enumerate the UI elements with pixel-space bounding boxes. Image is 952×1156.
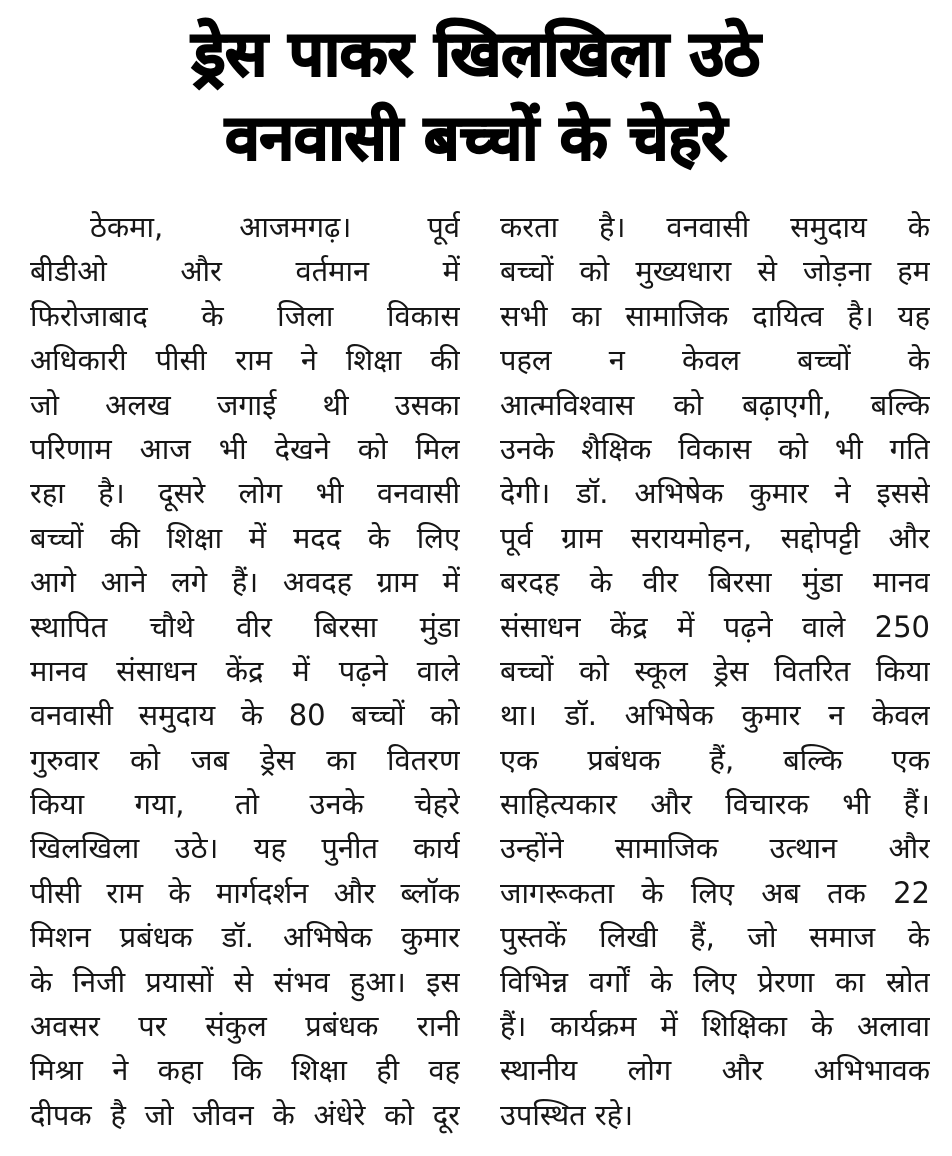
article-line: खिलखिला उठे। यह पुनीत कार्य bbox=[30, 831, 460, 866]
article-line: हैं। कार्यक्रम में शिक्षिका के अलावा bbox=[500, 1009, 930, 1044]
article-line: करता है। वनवासी समुदाय के bbox=[500, 210, 930, 244]
article-line: मिश्रा ने कहा कि शिक्षा ही वह bbox=[30, 1053, 460, 1088]
article-line: मिशन प्रबंधक डॉ. अभिषेक कुमार bbox=[30, 920, 460, 955]
article-line: जो अलख जगाई थी उसका bbox=[30, 387, 460, 422]
article-line: दीपक है जो जीवन के अंधेरे को दूर bbox=[30, 1097, 460, 1132]
article-line: सभी का सामाजिक दायित्व है। यह bbox=[500, 298, 930, 333]
article-line: ठेकमा, आजमगढ़। पूर्व bbox=[90, 210, 460, 244]
article-line: संसाधन केंद्र में पढ़ने वाले 250 bbox=[500, 609, 930, 644]
article-line: उनके शैक्षिक विकास को भी गति bbox=[500, 431, 930, 466]
article-line: आगे आने लगे हैं। अवदह ग्राम में bbox=[30, 565, 460, 600]
article-line: परिणाम आज भी देखने को मिल bbox=[30, 431, 460, 466]
article-line: मानव संसाधन केंद्र में पढ़ने वाले bbox=[30, 653, 460, 688]
article-line: बच्चों की शिक्षा में मदद के लिए bbox=[30, 520, 460, 555]
article-line: पुस्तकें लिखी हैं, जो समाज के bbox=[500, 920, 930, 955]
article-line: बच्चों को स्कूल ड्रेस वितरित किया bbox=[500, 653, 930, 688]
article-line: बरदह के वीर बिरसा मुंडा मानव bbox=[500, 565, 930, 600]
article-line: स्थापित चौथे वीर बिरसा मुंडा bbox=[30, 609, 460, 644]
article-line: आत्मविश्वास को बढ़ाएगी, बल्कि bbox=[500, 387, 930, 422]
headline-line-2: वनवासी बच्चों के चेहरे bbox=[225, 101, 727, 174]
article-line: गुरुवार को जब ड्रेस का वितरण bbox=[30, 742, 460, 777]
headline-line-1: ड्रेस पाकर खिलखिला उठे bbox=[192, 17, 760, 90]
article-line: बीडीओ और वर्तमान में bbox=[30, 254, 460, 289]
article-line: उन्होंने सामाजिक उत्थान और bbox=[500, 831, 930, 866]
article-column-right bbox=[500, 205, 930, 1137]
article-line: स्थानीय लोग और अभिभावक bbox=[500, 1053, 930, 1088]
article-line: विभिन्न वर्गों के लिए प्रेरणा का स्रोत bbox=[500, 964, 930, 999]
article-line: रहा है। दूसरे लोग भी वनवासी bbox=[30, 476, 460, 511]
article-column-left bbox=[30, 205, 460, 1137]
article-line: जागरूकता के लिए अब तक 22 bbox=[500, 875, 930, 910]
article-line: के निजी प्रयासों से संभव हुआ। इस bbox=[30, 964, 460, 999]
article-line: उपस्थित रहे। bbox=[500, 1097, 634, 1132]
article-line: साहित्यकार और विचारक भी हैं। bbox=[500, 787, 930, 822]
article-line: बच्चों को मुख्यधारा से जोड़ना हम bbox=[500, 254, 930, 289]
article-line: अधिकारी पीसी राम ने शिक्षा की bbox=[30, 343, 460, 378]
article-line: एक प्रबंधक हैं, बल्कि एक bbox=[500, 742, 930, 777]
article-line: वनवासी समुदाय के 80 बच्चों को bbox=[30, 698, 460, 733]
article-line: पहल न केवल बच्चों के bbox=[500, 343, 930, 378]
article-line: फिरोजाबाद के जिला विकास bbox=[30, 298, 460, 333]
article-line: पीसी राम के मार्गदर्शन और ब्लॉक bbox=[30, 875, 460, 910]
article-line: पूर्व ग्राम सरायमोहन, सद्दोपट्टी और bbox=[500, 520, 930, 555]
article-line: अवसर पर संकुल प्रबंधक रानी bbox=[30, 1009, 460, 1044]
article-line: देगी। डॉ. अभिषेक कुमार ने इससे bbox=[500, 476, 930, 511]
article-line: था। डॉ. अभिषेक कुमार न केवल bbox=[500, 698, 930, 733]
article-line: किया गया, तो उनके चेहरे bbox=[30, 787, 460, 822]
